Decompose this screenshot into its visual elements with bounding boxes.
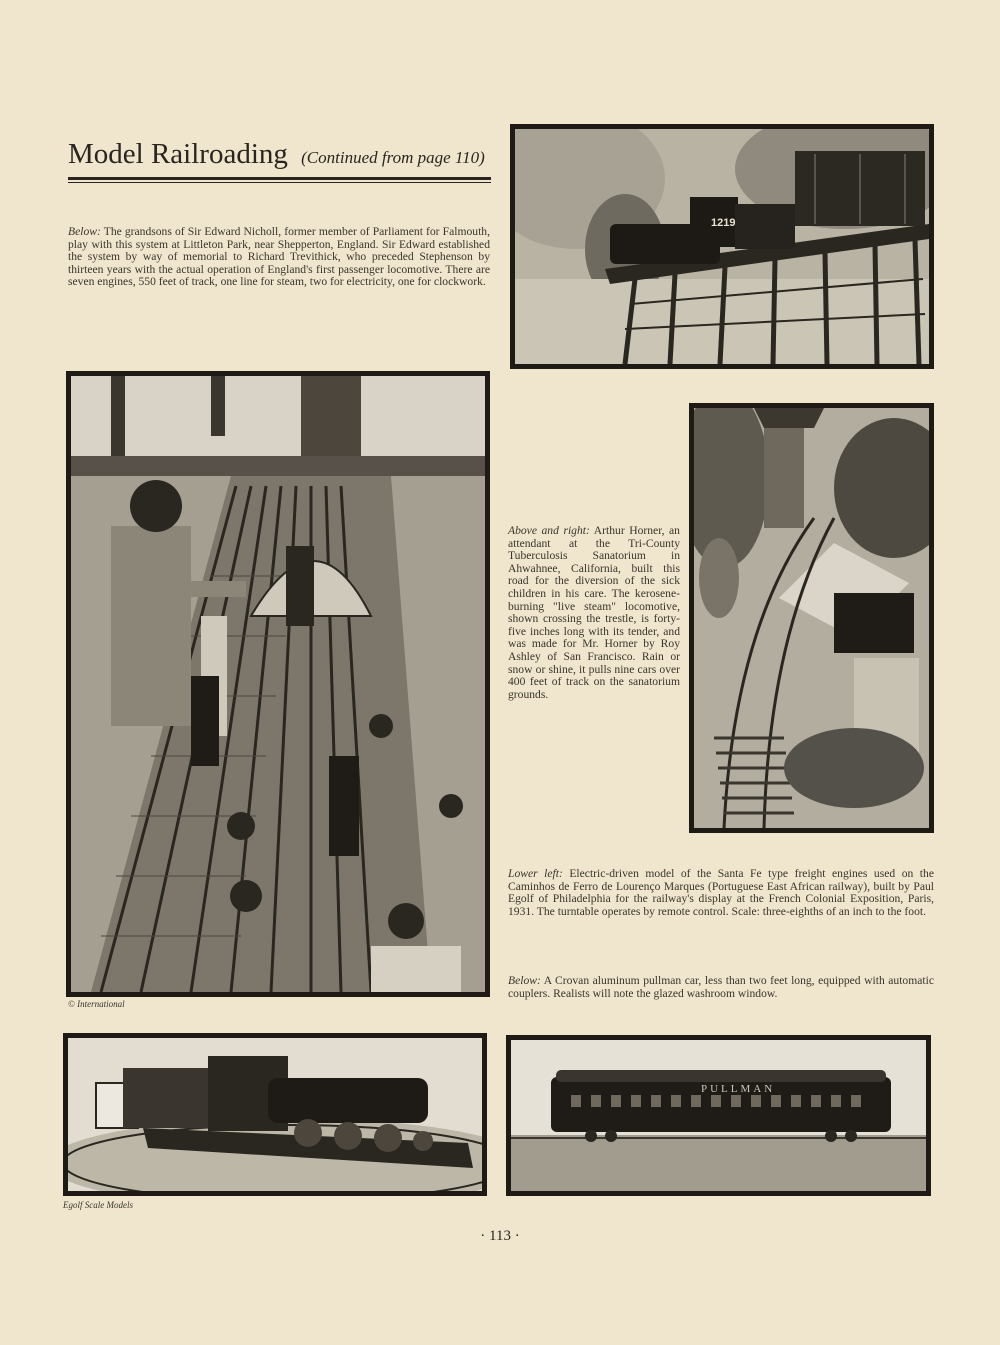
caption-text: A Crovan aluminum pullman car, less than two feet long, equipped with automatic couplers. Realists will note the glazed washroom window. xyxy=(508,974,934,1000)
title-rule-thin xyxy=(68,182,491,183)
turntable-illustration xyxy=(68,1038,482,1191)
caption-text: Electric-driven model of the Santa Fe type freight engines used on the Caminhos de Ferro de Lourenço Marques (Portuguese East African railway), built by Paul Egolf of Philadelphia for the railway's display at the French Colonial Exposition, Paris, 1931. The turntable operates by remote control. Scale: three-eighths of an inch to the foot. xyxy=(508,867,934,918)
layout-illustration xyxy=(71,376,485,992)
caption-pullman xyxy=(508,975,934,1000)
credit-international: © International xyxy=(68,999,125,1009)
photo-littleton-layout xyxy=(66,371,490,997)
caption-nicholl xyxy=(68,226,490,289)
sanatorium-illustration xyxy=(694,408,929,828)
caption-text: Arthur Horner, an attendant at the Tri-County Tuberculosis Sanatorium in Ahwahnee, California, built this road for the diversion of the sick children in his care. The kerosene-burning "live steam" locomotive, shown crossing the trestle, is forty-five inches long with its tender, and was made for Mr. Horner by Roy Ashley of San Francisco. Rain or snow or shine, it pulls nine cars over 400 feet of track on the sanatorium grounds. xyxy=(508,524,680,701)
page-number: · 113 · xyxy=(480,1228,520,1244)
photo-sanatorium-track xyxy=(689,403,934,833)
caption-horner xyxy=(508,525,680,701)
engine-number: 1219 xyxy=(711,217,736,229)
credit-egolf: Egolf Scale Models xyxy=(63,1200,133,1210)
caption-lead: Lower left: xyxy=(508,867,563,880)
photo-trestle-locomotive xyxy=(510,124,934,369)
page-title xyxy=(68,138,498,171)
photo-turntable-locomotive xyxy=(63,1033,487,1196)
caption-lead: Below: xyxy=(508,974,541,987)
title-rule xyxy=(68,177,491,180)
caption-egolf xyxy=(508,868,934,918)
continued-note: (Continued from page 110) xyxy=(301,148,485,167)
trestle-illustration xyxy=(515,129,929,364)
title-text: Model Railroading xyxy=(68,138,288,170)
pullman-illustration xyxy=(511,1040,926,1191)
pullman-lettering: PULLMAN xyxy=(701,1083,776,1095)
caption-text: The grandsons of Sir Edward Nicholl, former member of Parliament for Falmouth, play with this system at Littleton Park, near Shepperton, England. Sir Edward established the system by way of memorial to Richard Trevithick, who preceded Stephenson by thirteen years with the actual operation of England's first passenger locomotive. There are seven engines, 550 feet of track, one line for steam, two for electricity, one for clockwork. xyxy=(68,225,490,289)
photo-pullman-car xyxy=(506,1035,931,1196)
caption-lead: Below: xyxy=(68,225,101,238)
caption-lead: Above and right: xyxy=(508,524,590,537)
